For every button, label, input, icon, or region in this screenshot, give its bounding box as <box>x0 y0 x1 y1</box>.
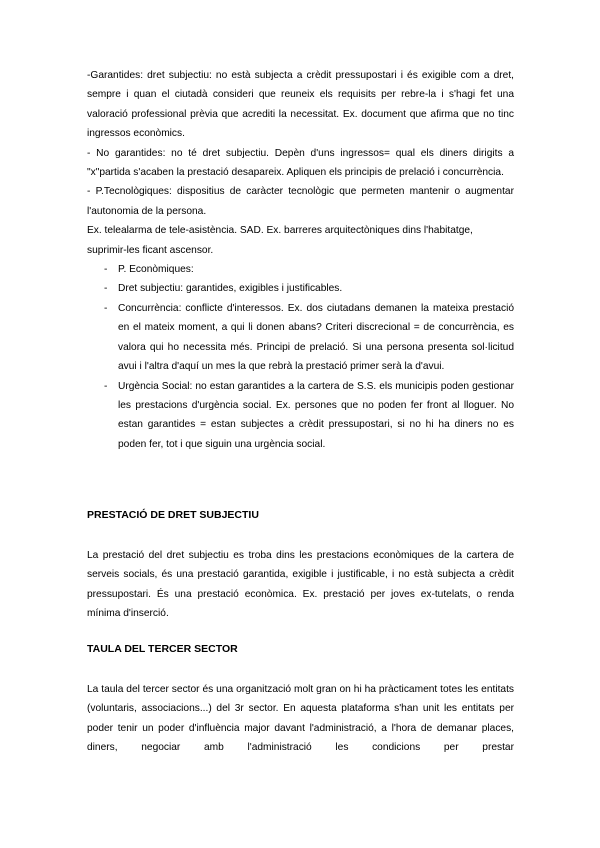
section-heading: PRESTACIÓ DE DRET SUBJECTIU <box>87 509 259 521</box>
section-tercer-sector <box>87 640 514 758</box>
intro-block <box>87 66 514 454</box>
paragraph-examples: Ex. telealarma de tele-asistència. SAD. Ex. barreres arquitectòniques dins l'habitatge, suprimir-les ficant ascensor. <box>87 225 473 256</box>
paragraph-no-garantides: - No garantides: no té dret subjectiu. Depèn d'uns ingressos= qual els diners dirigits a "x"partida s'acaben la prestació desapareix. Apliquen els principis de prelació i concurrència. <box>87 147 514 179</box>
section-paragraph: La prestació del dret subjectiu es troba dins les prestacions econòmiques de la cartera de serveis socials, és una prestació garantida, exigible i justificable, i no està subjecta a crèdit pressupostari. És una prestació econòmica. Ex. prestació per joves ex-tutelats, o renda mínima d'inserció. <box>87 550 514 620</box>
list-item: - Dret subjectiu: garantides, exigibles i justificables. <box>87 279 514 298</box>
section-heading: TAULA DEL TERCER SECTOR <box>87 643 238 655</box>
list-item: - Urgència Social: no estan garantides a la cartera de S.S. els municipis poden gestionar les prestacions d'urgència social. Ex. persones que no poden fer front al lloguer. No estan garantides = estan subjectes a crèdit pressupostari, si no hi ha diners no es poden fer, tot i que siguin una urgència social. <box>87 377 514 455</box>
section-dret-subjectiu <box>87 506 514 624</box>
list-item: - Concurrència: conflicte d'interessos. Ex. dos ciutadans demanen la mateixa prestació en el mateix moment, a qui li donen abans? Criteri discrecional = de concurrència, es valora qui ho necessita més. Principi de prelació. Si una persona presenta sol·licitud avui i l'altra d'aquí un mes la que rebrà la prestació primer serà la d'avui. <box>87 299 514 377</box>
list-item: - P. Econòmiques: <box>87 260 514 279</box>
paragraph-garantides: -Garantides: dret subjectiu: no està subjecta a crèdit pressupostari i és exigible com a dret, sempre i quan el ciutadà consideri que reuneix els requisits per rebre-la i s'hagi fet una valoració professional prèvia que acrediti la necessitat. Ex. document que afirma que no tinc ingressos econòmics. <box>87 70 514 140</box>
prestacions-list <box>87 260 514 454</box>
section-paragraph: La taula del tercer sector és una organització molt gran on hi ha pràcticament totes les entitats (voluntaris, associacions...) del 3r sector. En aquesta plataforma s'han unit les entitats per poder tenir un poder d'influència major davant l'administració, a l'hora de demanar places, diners, negociar amb l'administració les condicions per prestar <box>87 684 514 754</box>
paragraph-tecnologiques: - P.Tecnològiques: dispositius de caràcter tecnològic que permeten mantenir o augmentar l'autonomia de la persona. <box>87 186 514 217</box>
